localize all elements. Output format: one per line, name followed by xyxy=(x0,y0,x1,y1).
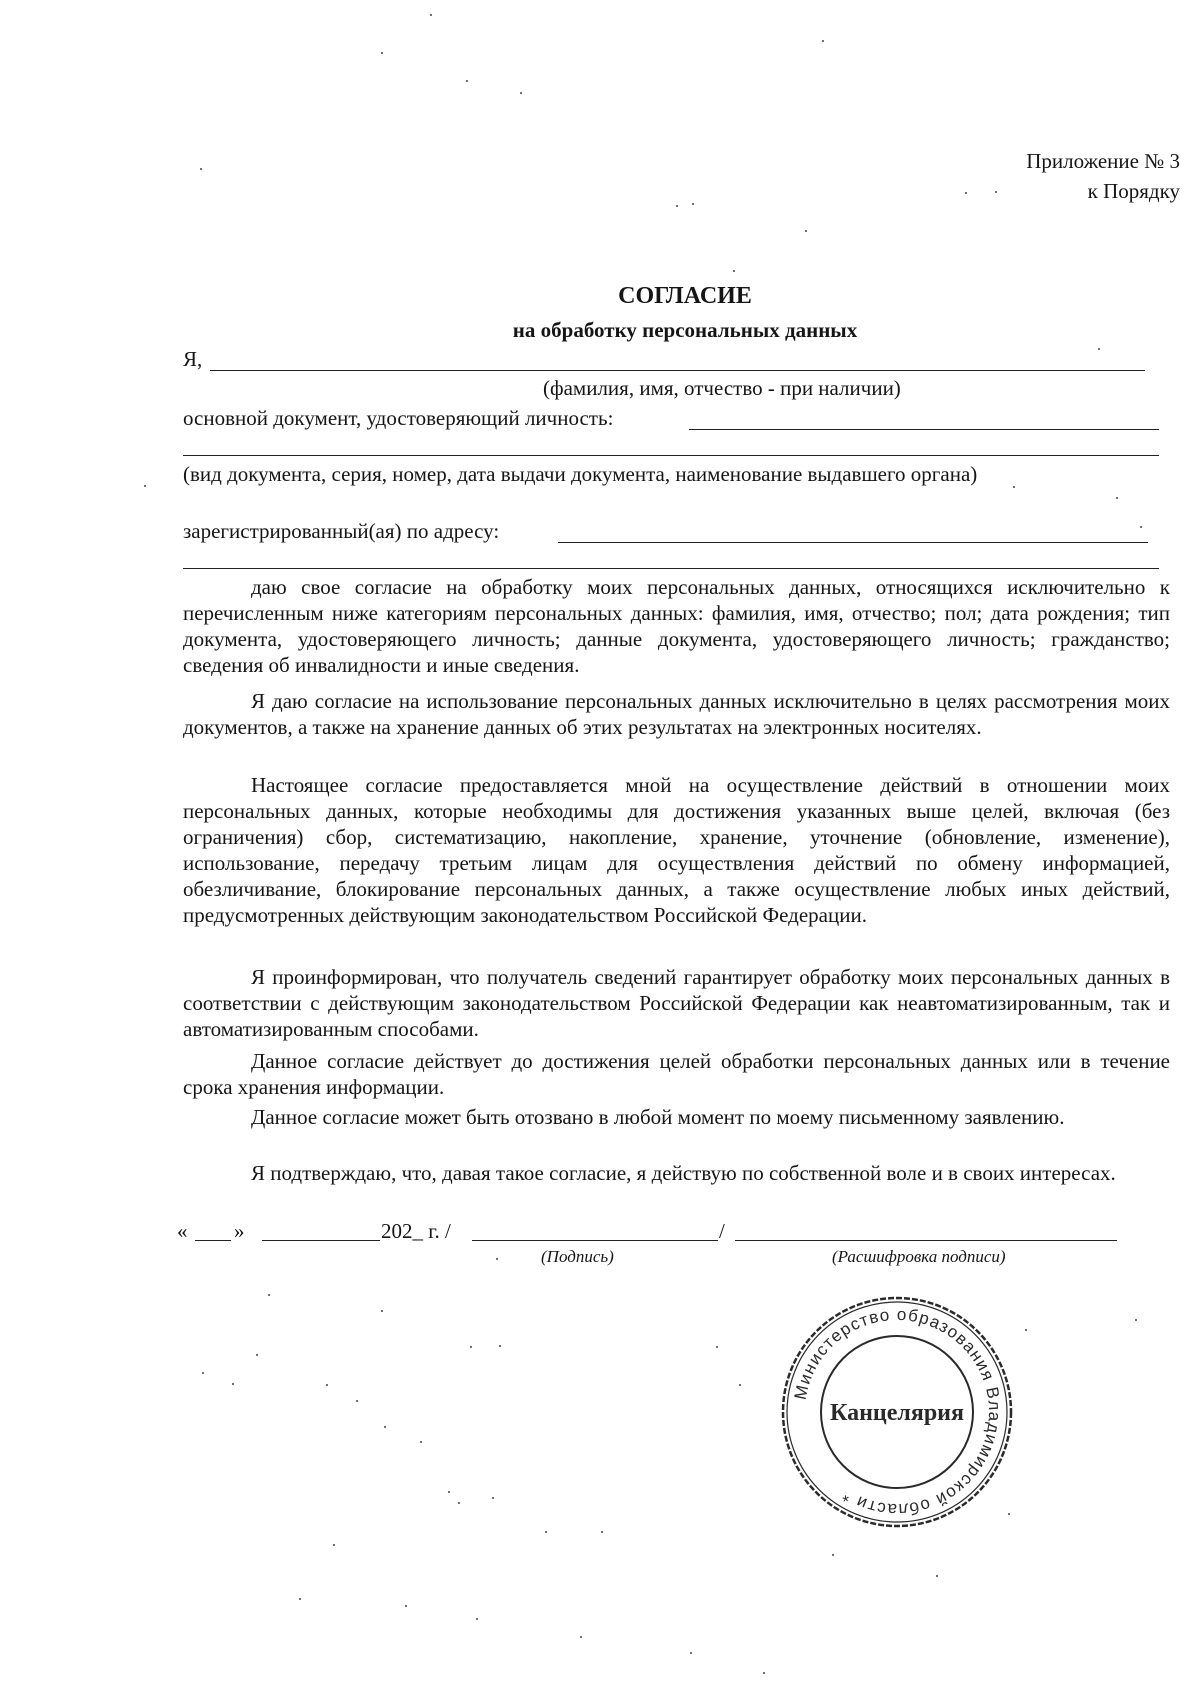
date-quote-open: « xyxy=(177,1219,188,1243)
document-hint: (вид документа, серия, номер, дата выдачи документа, наименование выдавшего органа) xyxy=(183,462,978,486)
name-prefix: Я, xyxy=(183,347,203,371)
paragraph-consent: даю свое согласие на обработку моих персональных данных, относящихся исключительно к перечисленным ниже категориям персональных данных: фамилия, имя, отчество; пол; дата рождения; тип документа, удостоверяющего личность; данные документа, удостоверяющего личность; гражданство; сведения об инвалидности и иные сведения. xyxy=(183,575,1170,677)
appendix-reference: к Порядку xyxy=(1087,179,1180,203)
date-day-field[interactable] xyxy=(195,1240,231,1241)
paragraph-voluntary: Я подтверждаю, что, давая такое согласие, я действую по собственной воле и в своих интересах. xyxy=(251,1161,1116,1185)
signature-separator: / xyxy=(719,1219,725,1243)
address-field[interactable] xyxy=(558,542,1148,543)
paragraph-revocation: Данное согласие может быть отозвано в любой момент по моему письменному заявлению. xyxy=(251,1105,1065,1129)
appendix-number: Приложение № 3 xyxy=(1026,149,1180,173)
document-label: основной документ, удостоверяющий личность: xyxy=(183,406,614,430)
paragraph-validity: Данное согласие действует до достижения целей обработки персональных данных или в течение срока хранения информации. xyxy=(183,1049,1170,1099)
address-label: зарегистрированный(ая) по адресу: xyxy=(183,519,500,543)
document-subtitle: на обработку персональных данных xyxy=(512,318,858,342)
appendix-header xyxy=(900,146,1180,206)
paragraph-actions: Настоящее согласие предоставляется мной на осуществление действий в отношении моих персональных данных, которые необходимы для достижения указанных выше целей, включая (без ограничения) сбор, систематизацию, накопление, хранение, уточнение (обновление, изменение), использование, передачу третьим лицам для осуществления действий по обмену информацией, обезличивание, блокирование персональных данных, а также осуществление любых иных действий, предусмотренных действующим законодательством Российской Федерации. xyxy=(183,773,1170,927)
name-hint: (фамилия, имя, отчество - при наличии) xyxy=(543,376,901,400)
document-field[interactable] xyxy=(689,429,1159,430)
signature-hint: (Подпись) xyxy=(541,1247,614,1266)
name-field[interactable] xyxy=(210,370,1145,371)
signature-decoding-hint: (Расшифровка подписи) xyxy=(832,1247,1006,1266)
document-title: СОГЛАСИЕ xyxy=(618,283,752,309)
signature-field[interactable] xyxy=(472,1240,718,1241)
paragraph-purpose: Я даю согласие на использование персональных данных исключительно в целях рассмотрения моих документов, а также на хранение данных об этих результатах на электронных носителях. xyxy=(183,689,1170,739)
date-year: 202_ г. / xyxy=(381,1219,451,1243)
document-field-continued[interactable] xyxy=(183,455,1159,456)
date-quote-close: » xyxy=(234,1219,245,1243)
stamp-ring-text: Министерство образования Владимирской области * xyxy=(790,1304,1005,1520)
address-field-continued[interactable] xyxy=(183,568,1159,569)
stamp-center-text: Канцелярия xyxy=(829,1400,965,1426)
date-month-field[interactable] xyxy=(262,1240,380,1241)
paragraph-guarantee: Я проинформирован, что получатель сведений гарантирует обработку моих персональных данных в соответствии с действующим законодательством Российской Федерации как неавтоматизированным, так и автоматизированным способами. xyxy=(183,965,1170,1041)
official-stamp xyxy=(777,1292,1017,1532)
signature-decoding-field[interactable] xyxy=(735,1240,1117,1241)
